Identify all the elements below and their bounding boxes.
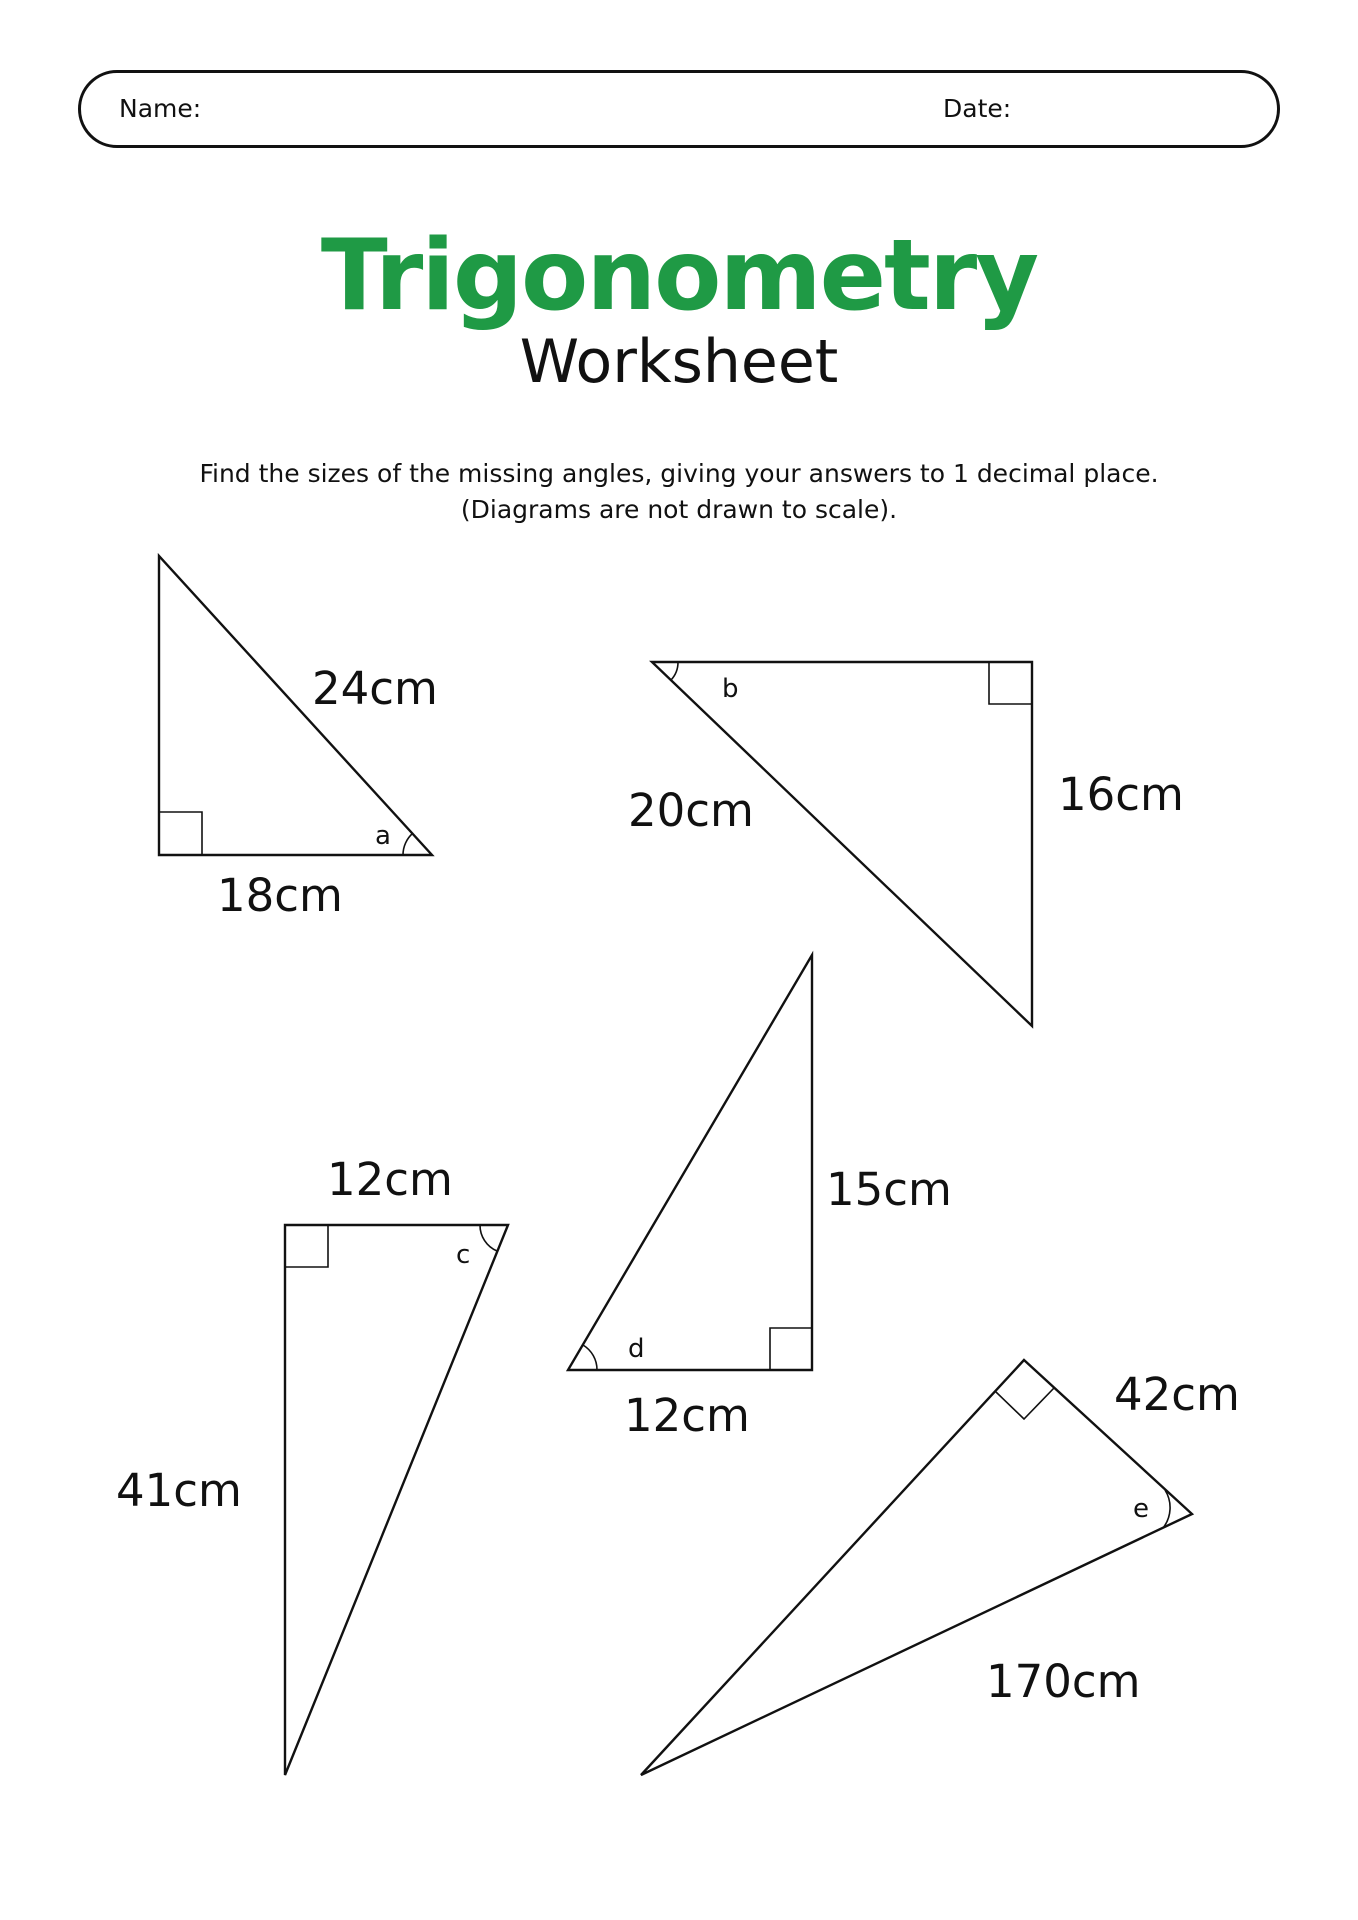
triangle-c	[116, 1153, 508, 1775]
triangle-b-angle-label: b	[722, 674, 739, 704]
triangle-b-angle-arc	[671, 662, 678, 680]
triangle-a-right-angle-mark	[159, 812, 202, 855]
triangle-d-right-angle-mark	[770, 1328, 812, 1370]
triangle-c-right-angle-mark	[285, 1225, 328, 1267]
triangle-c-outline	[285, 1225, 508, 1775]
triangle-d-angle-arc	[583, 1345, 597, 1370]
triangle-c-top-label: 12cm	[327, 1153, 453, 1206]
triangle-b-side-label: 16cm	[1058, 768, 1184, 821]
instructions-line-2: (Diagrams are not drawn to scale).	[460, 495, 898, 524]
triangle-d-base-label: 12cm	[624, 1389, 750, 1442]
triangle-e-right-angle-mark	[996, 1388, 1054, 1419]
triangle-c-angle-arc	[480, 1225, 497, 1251]
triangle-b	[628, 662, 1184, 1026]
triangle-e-angle-arc	[1163, 1490, 1170, 1528]
triangle-e-hypotenuse-label: 170cm	[986, 1655, 1141, 1708]
triangle-a-angle-arc	[403, 833, 413, 855]
page-subtitle: Worksheet	[519, 327, 839, 397]
page-title: Trigonometry	[320, 219, 1038, 333]
triangle-a-base-label: 18cm	[217, 869, 343, 922]
triangle-d-angle-label: d	[628, 1334, 645, 1364]
instructions-line-1: Find the sizes of the missing angles, giving your answers to 1 decimal place.	[199, 459, 1159, 488]
triangle-a-angle-label: a	[375, 821, 391, 851]
triangle-b-outline	[652, 662, 1032, 1026]
triangle-a	[159, 556, 438, 922]
triangle-b-right-angle-mark	[989, 662, 1032, 704]
triangle-e-side-label: 42cm	[1114, 1368, 1240, 1421]
triangle-c-side-label: 41cm	[116, 1464, 242, 1517]
name-label: Name:	[119, 94, 202, 123]
triangle-b-hypotenuse-label: 20cm	[628, 784, 754, 837]
triangle-a-hypotenuse-label: 24cm	[312, 662, 438, 715]
triangle-e-angle-label: e	[1133, 1494, 1149, 1524]
triangle-c-angle-label: c	[456, 1240, 471, 1270]
triangle-d-outline	[568, 955, 812, 1370]
date-label: Date:	[943, 94, 1012, 123]
triangle-d	[568, 955, 952, 1442]
triangle-d-side-label: 15cm	[826, 1163, 952, 1216]
